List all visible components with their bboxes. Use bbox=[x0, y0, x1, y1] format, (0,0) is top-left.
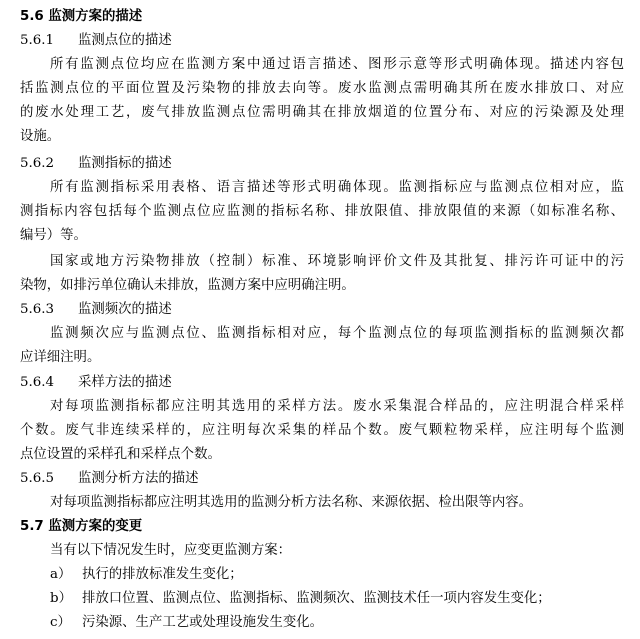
subsection-title: 监测分析方法的描述 bbox=[78, 471, 199, 486]
paragraph-line: 测指标内容包括每个监测点位应监测的指标名称、排放限值、排放限值的来源（如标准名称、 bbox=[20, 204, 624, 219]
paragraph-line: 当有以下情况发生时，应变更监测方案： bbox=[50, 543, 292, 558]
subsection-number: 5.6.1 bbox=[20, 33, 55, 48]
section-heading-5-6 bbox=[20, 5, 624, 29]
subsection-heading-5-6-5 bbox=[20, 467, 624, 491]
paragraph-line: 点位设置的采样孔和采样点个数。 bbox=[20, 447, 221, 462]
subsection-heading-5-6-2 bbox=[20, 152, 624, 176]
list-item bbox=[50, 611, 624, 635]
paragraph-line: 设施。 bbox=[20, 129, 61, 144]
section-number: 5.7 bbox=[20, 519, 44, 534]
paragraph-line: 所有监测指标采用表格、语言描述等形式明确体现。监测指标应与监测点位相对应，监 bbox=[50, 180, 624, 195]
subsection-number: 5.6.3 bbox=[20, 302, 55, 317]
paragraph-line: 国家或地方污染物排放（控制）标准、环境影响评价文件及其批复、排污许可证中的污 bbox=[50, 254, 624, 269]
subsection-number: 5.6.2 bbox=[20, 156, 55, 171]
list-item-text: 排放口位置、监测点位、监测指标、监测频次、监测技术任一项内容发生变化； bbox=[82, 591, 551, 606]
subsection-number: 5.6.5 bbox=[20, 471, 55, 486]
list-marker: b） bbox=[50, 591, 72, 606]
section-heading-5-7 bbox=[20, 515, 624, 539]
list-item bbox=[50, 563, 624, 587]
paragraph-line: 括监测点位的平面位置及污染物的排放去向等。废水监测点需明确其所在废水排放口、对应 bbox=[20, 81, 624, 96]
section-title: 监测方案的描述 bbox=[48, 9, 143, 24]
subsection-heading-5-6-3 bbox=[20, 298, 624, 322]
subsection-title: 监测指标的描述 bbox=[78, 156, 172, 171]
list-marker: c） bbox=[50, 615, 71, 630]
paragraph-line: 所有监测点位均应在监测方案中通过语言描述、图形示意等形式明确体现。描述内容包 bbox=[50, 57, 624, 72]
paragraph-line: 个数。废气非连续采样的，应注明每次采集的样品个数。废气颗粒物采样，应注明每个监测 bbox=[20, 423, 624, 438]
subsection-title: 采样方法的描述 bbox=[78, 375, 172, 390]
list-marker: a） bbox=[50, 567, 72, 582]
list-item-text: 执行的排放标准发生变化； bbox=[82, 567, 243, 582]
paragraph-line: 应详细注明。 bbox=[20, 350, 101, 365]
paragraph-line: 对每项监测指标都应注明其选用的监测分析方法名称、来源依据、检出限等内容。 bbox=[50, 495, 533, 510]
paragraph-line: 编号）等。 bbox=[20, 228, 87, 243]
subsection-number: 5.6.4 bbox=[20, 375, 55, 390]
list-item bbox=[50, 587, 624, 611]
paragraph-line: 染物，如排污单位确认未排放，监测方案中应明确注明。 bbox=[20, 278, 355, 293]
subsection-title: 监测频次的描述 bbox=[78, 302, 172, 317]
paragraph-line: 监测频次应与监测点位、监测指标相对应，每个监测点位的每项监测指标的监测频次都 bbox=[50, 326, 624, 341]
section-number: 5.6 bbox=[20, 9, 44, 24]
paragraph-line: 对每项监测指标都应注明其选用的采样方法。废水采集混合样品的，应注明混合样采样 bbox=[50, 399, 624, 414]
subsection-heading-5-6-4 bbox=[20, 371, 624, 395]
paragraph-line: 的废水处理工艺，废气排放监测点位需明确其在排放烟道的位置分布、对应的污染源及处理 bbox=[20, 105, 624, 120]
subsection-title: 监测点位的描述 bbox=[78, 33, 172, 48]
subsection-heading-5-6-1 bbox=[20, 29, 624, 53]
section-title: 监测方案的变更 bbox=[48, 519, 143, 534]
list-item-text: 污染源、生产工艺或处理设施发生变化。 bbox=[82, 615, 324, 630]
